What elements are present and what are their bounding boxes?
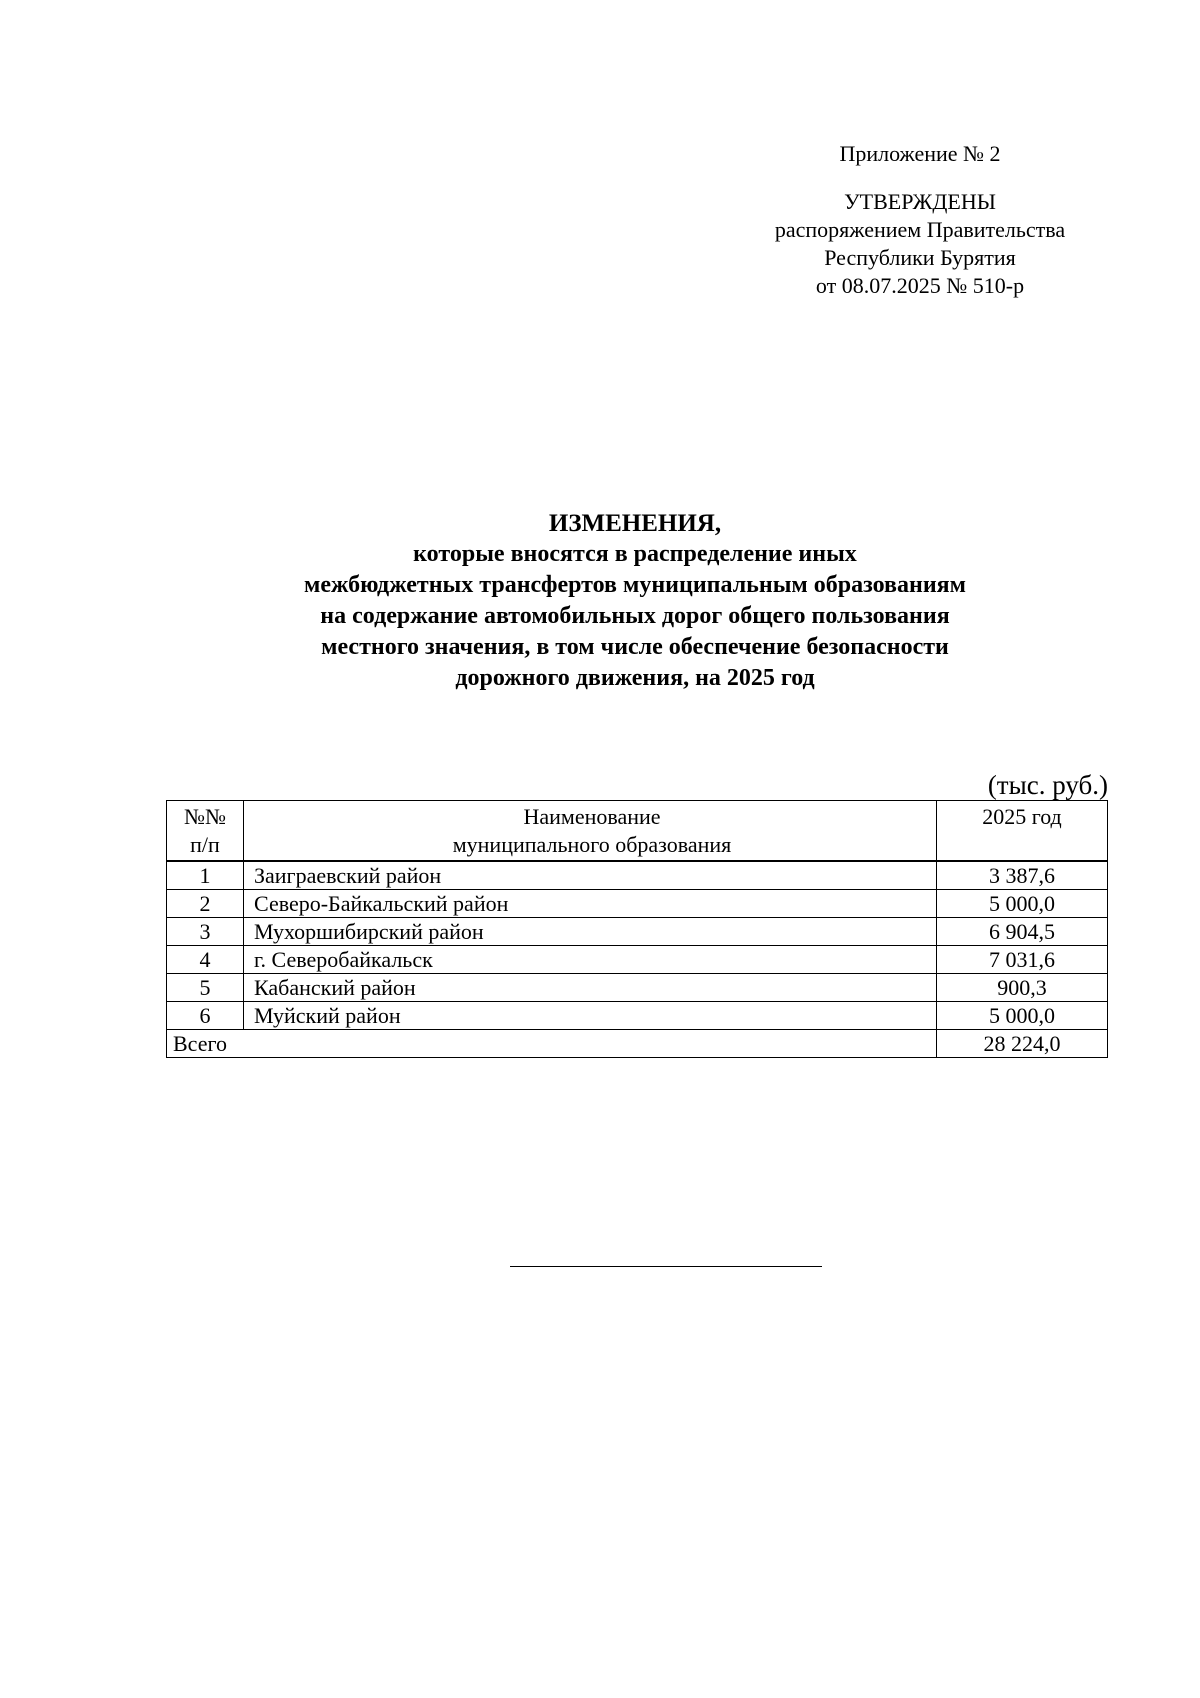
- row-number: 6: [167, 1002, 244, 1030]
- separator-line: [510, 1266, 822, 1267]
- row-name: Кабанский район: [244, 974, 937, 1002]
- table-row: [167, 861, 1108, 890]
- row-value: 5 000,0: [937, 890, 1108, 918]
- header-name-line-2: муниципального образования: [452, 832, 732, 857]
- row-value: 5 000,0: [937, 1002, 1108, 1030]
- row-name: Заиграевский район: [244, 861, 937, 890]
- row-value: 900,3: [937, 974, 1108, 1002]
- approval-line-2: Республики Бурятия: [824, 245, 1016, 270]
- units-label: (тыс. руб.): [987, 770, 1108, 800]
- table-row: [167, 974, 1108, 1002]
- appendix-number: Приложение № 2: [839, 141, 1001, 166]
- table-row: [167, 946, 1108, 974]
- row-name: Мухоршибирский район: [244, 918, 937, 946]
- header-year: 2025 год: [937, 801, 1108, 862]
- total-label: Всего: [167, 1030, 937, 1058]
- header-name-line-1: Наименование: [523, 804, 661, 829]
- table-row: [167, 1002, 1108, 1030]
- approval-block: [740, 140, 1100, 300]
- row-number: 1: [167, 861, 244, 890]
- header-name: [244, 801, 937, 862]
- title-heading: ИЗМЕНЕНИЯ,: [548, 510, 722, 537]
- title-line-2: межбюджетных трансфертов муниципальным образованиям: [304, 572, 966, 598]
- row-value: 3 387,6: [937, 861, 1108, 890]
- document-title: [160, 508, 1110, 694]
- header-number-line-2: п/п: [190, 832, 220, 857]
- row-name: г. Северобайкальск: [244, 946, 937, 974]
- row-number: 4: [167, 946, 244, 974]
- row-number: 5: [167, 974, 244, 1002]
- header-number: [167, 801, 244, 862]
- row-number: 3: [167, 918, 244, 946]
- title-line-4: местного значения, в том числе обеспечение безопасности: [321, 634, 949, 660]
- row-name: Северо-Байкальский район: [244, 890, 937, 918]
- title-line-3: на содержание автомобильных дорог общего пользования: [320, 603, 950, 629]
- row-value: 6 904,5: [937, 918, 1108, 946]
- total-value: 28 224,0: [937, 1030, 1108, 1058]
- distribution-table: [166, 800, 1108, 1058]
- table-row: [167, 918, 1108, 946]
- title-line-1: которые вносятся в распределение иных: [413, 541, 857, 567]
- approved-label: УТВЕРЖДЕНЫ: [844, 189, 996, 214]
- approval-line-3: от 08.07.2025 № 510-р: [815, 273, 1025, 298]
- total-row: [167, 1030, 1108, 1058]
- approval-line-1: распоряжением Правительства: [774, 217, 1066, 242]
- header-number-line-1: №№: [184, 804, 226, 829]
- row-name: Муйский район: [244, 1002, 937, 1030]
- table-row: [167, 890, 1108, 918]
- row-value: 7 031,6: [937, 946, 1108, 974]
- row-number: 2: [167, 890, 244, 918]
- table-header-row: [167, 801, 1108, 862]
- title-line-5: дорожного движения, на 2025 год: [455, 665, 815, 691]
